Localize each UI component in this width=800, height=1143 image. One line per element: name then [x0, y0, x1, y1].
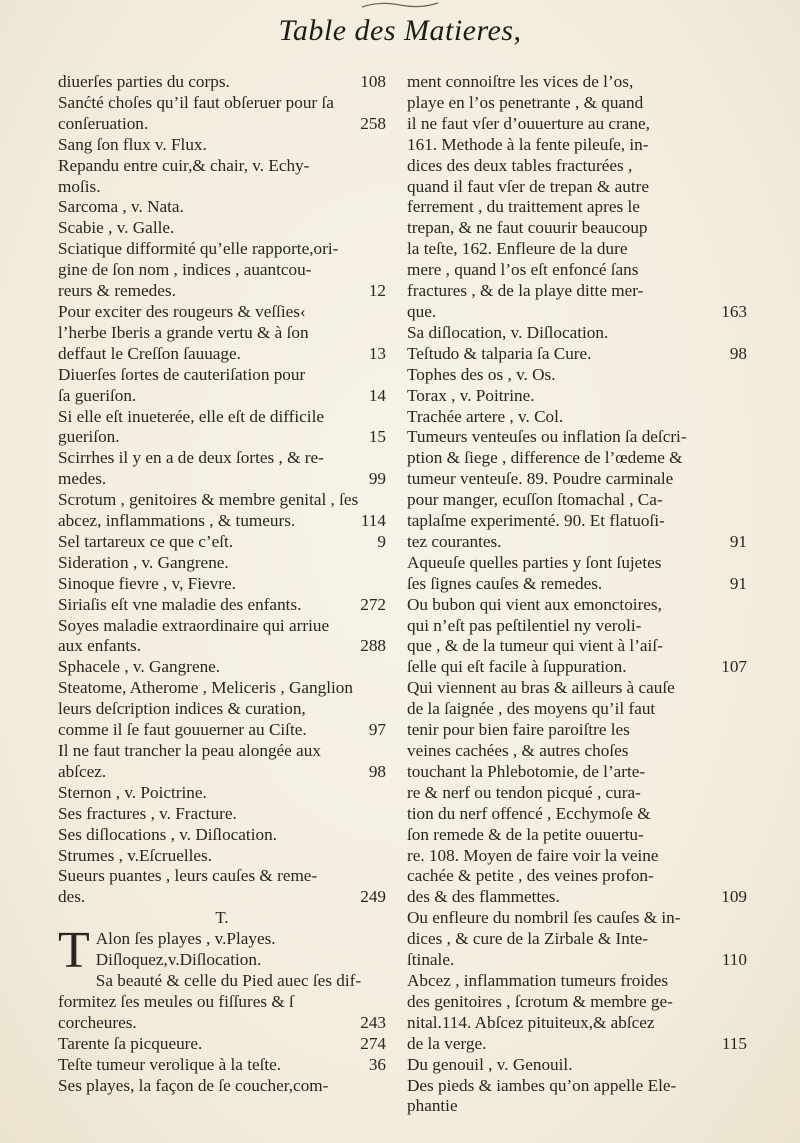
entry-text: Steatome, Atherome , Meliceris , Ganglion leurs deſcription indices & curation, comme il ſe faut gouuerner au Ciſte. — [58, 678, 353, 740]
index-entry — [58, 1076, 386, 1097]
entry-text: Sinoque fievre , v, Fievre. — [58, 573, 236, 593]
index-entry — [58, 1055, 386, 1076]
page-number: 13 — [368, 343, 386, 363]
page-number: 14 — [368, 385, 386, 405]
page-number: 97 — [368, 720, 386, 740]
index-entry — [407, 427, 747, 552]
index-entry — [407, 1076, 747, 1118]
index-entry — [407, 344, 747, 365]
page-number: 115 — [721, 1033, 747, 1053]
entry-text: ment connoiſtre les vices de l’os, playe en l’os penetrante , & quand il ne faut vſer d’ouuerture au crane, 161. Methode à la fente pileuſe, in- dices des deux tables fracturées , quand il faut vſer de trepan & autre ferrement , du traittement apres le trepan, & ne faut couurir beaucoup la teſte, 162. Enfleure de la dure mere , quand l’os eſt enfoncé ſans fractures , & de la playe ditte mer- que. — [407, 72, 650, 321]
index-entry — [407, 407, 747, 428]
drop-cap-letter: T — [58, 922, 90, 980]
entry-text: Alon ſes playes , v.Playes. Diſloquez,v.Diſlocation. — [95, 929, 276, 970]
entry-text: Sa diſlocation, v. Diſlocation. — [407, 322, 609, 342]
entry-text: Du genouil , v. Genouil. — [407, 1054, 573, 1074]
index-entry — [58, 532, 386, 553]
index-entry — [407, 365, 747, 386]
entry-text: Sternon , v. Poictrine. — [58, 782, 207, 802]
entry-text: Scabie , v. Galle. — [58, 218, 175, 238]
index-entry — [407, 908, 747, 971]
entry-text: Tumeurs venteuſes ou inflation ſa deſcri- ption & ſiege , difference de l’œdeme & tumeur venteuſe. 89. Poudre carminale pour manger, ecuſſon ſtomachal , Ca- taplaſme experimenté. 90. Et flatuoſi- tez courantes. — [407, 427, 687, 551]
entry-text: Scrotum , genitoires & membre genital , ſes abcez, inflammations , & tumeurs. — [58, 490, 359, 531]
index-entry — [58, 365, 386, 407]
index-entry — [407, 553, 747, 595]
index-entry — [58, 93, 386, 135]
entry-text: Qui viennent au bras & ailleurs à cauſe de la ſaignée , des moyens qu’il faut tenir pour bien faire paroiſtre les veines cachées , & autres choſes touchant la Phlebotomie, de l’arte- re & nerf ou tendon picqué , cura- tion du nerf offencé , Ecchymoſe & ſon remede & de la petite ouuertu- re. 108. Moyen de faire voir la veine cachée & petite , des veines profon- des & des flammettes. — [407, 678, 675, 907]
index-entry — [58, 783, 386, 804]
index-entry — [58, 218, 386, 239]
page-number: 163 — [721, 301, 747, 321]
index-entry — [58, 922, 386, 980]
entry-text: Ses playes, la façon de ſe coucher,com- — [58, 1075, 329, 1095]
entry-text: Tophes des os , v. Os. — [407, 364, 556, 384]
index-entry — [58, 804, 386, 825]
index-entry — [58, 866, 386, 908]
page-number: 91 — [729, 531, 747, 551]
index-entry — [58, 553, 386, 574]
index-entry — [407, 72, 747, 323]
page-number: 98 — [368, 761, 386, 781]
page-number: 249 — [360, 887, 386, 907]
entry-text: Trachée artere , v. Col. — [407, 406, 564, 426]
page-number: 15 — [368, 427, 386, 447]
page-number: 36 — [368, 1054, 386, 1074]
index-entry — [58, 302, 386, 365]
entry-text: Il ne faut trancher la peau alongée aux abſcez. — [58, 741, 321, 781]
index-entry — [58, 825, 386, 846]
entry-text: Teſtudo & talparia ſa Cure. — [407, 343, 592, 363]
index-entry — [58, 741, 386, 783]
entry-text: Sueurs puantes , leurs cauſes & reme- des. — [58, 866, 318, 907]
index-entry — [407, 323, 747, 344]
entry-text: Sang ſon flux v. Flux. — [58, 134, 207, 154]
index-entry — [58, 616, 386, 658]
page-number: 288 — [360, 636, 386, 656]
index-entry — [58, 574, 386, 595]
entry-text: Tarente ſa picqueure. — [58, 1033, 203, 1053]
entry-text: Repandu entre cuir,& chair, v. Echy- moſis. — [58, 155, 310, 196]
entry-text: Pour exciter des rougeurs & veſſies‹ l’herbe Iberis a grande vertu & à ſon deffaut le Creſſon ſauuage. — [58, 301, 309, 363]
entry-text: Ou bubon qui vient aux emonctoires, qui n’eſt pas peſtilentiel ny veroli- que , & de la tumeur qui vient à l’aiſ- ſelle qui eſt facile à ſuppuration. — [407, 594, 663, 677]
entry-text: Sanćté choſes qu’il faut obſeruer pour ſa conſeruation. — [58, 92, 334, 133]
entry-text: Aqueuſe quelles parties y ſont ſujetes ſes ſignes cauſes & remedes. — [407, 552, 662, 593]
entry-text: diuerſes parties du corps. — [58, 72, 230, 91]
page-number: 109 — [721, 887, 747, 907]
page-number: 272 — [360, 594, 386, 614]
entry-text: Sel tartareux ce que c’eſt. — [58, 531, 234, 551]
page-number: 110 — [721, 950, 747, 970]
index-entry — [58, 156, 386, 198]
index-entry — [58, 1034, 386, 1055]
index-entry — [58, 678, 386, 741]
entry-text: Ses diſlocations , v. Diſlocation. — [58, 824, 277, 844]
index-column-right — [407, 72, 747, 1117]
page-number: 98 — [729, 343, 747, 363]
entry-text: Abcez , inflammation tumeurs froides des genitoires , ſcrotum & membre ge- nital.114. Abſcez pituiteux,& abſcez de la verge. — [407, 970, 673, 1053]
entry-text: Sa beauté & celle du Pied auec ſes dif- formitez ſes meules ou fiſſures & ſ corcheures. — [58, 970, 362, 1032]
page-number: 243 — [360, 1012, 386, 1032]
index-entry — [58, 846, 386, 867]
entry-text: Sciatique difformité qu’elle rapporte,ori- gine de ſon nom , indices , auantcou- reurs & remedes. — [58, 239, 339, 301]
index-entry — [58, 239, 386, 302]
entry-text: Siriaſis eſt vne maladie des enfants. — [58, 594, 302, 614]
index-entry — [407, 595, 747, 679]
index-entry — [58, 595, 386, 616]
index-entry — [58, 448, 386, 490]
entry-text: Scirrhes il y en a de deux ſortes , & re- medes. — [58, 448, 324, 489]
page-number: 91 — [729, 573, 747, 593]
index-entry — [407, 386, 747, 407]
index-entry — [407, 678, 747, 908]
index-entry — [58, 657, 386, 678]
entry-text: Sarcoma , v. Nata. — [58, 197, 184, 217]
page-header: Table des Matieres, — [278, 14, 522, 47]
header-ornament — [360, 0, 440, 10]
entry-text: Sideration , v. Gangrene. — [58, 552, 229, 572]
index-entry — [407, 1055, 747, 1076]
entry-text: Si elle eſt inueterée, elle eſt de difficile gueriſon. — [58, 406, 324, 447]
index-entry — [58, 135, 386, 156]
index-entry — [58, 490, 386, 532]
entry-text: Teſte tumeur verolique à la teſte. — [58, 1054, 282, 1074]
entry-text: Ou enfleure du nombril ſes cauſes & in- dices , & cure de la Zirbale & Inte- ſtinale. — [407, 908, 681, 970]
index-entry — [58, 971, 386, 1034]
entry-text: Strumes , v.Eſcruelles. — [58, 845, 213, 865]
index-entry — [407, 971, 747, 1055]
page-number: 114 — [360, 511, 386, 531]
page-number: 108 — [360, 72, 386, 91]
entry-text: Diuerſes ſortes de cauteriſation pour ſa gueriſon. — [58, 364, 306, 405]
index-column-left — [58, 72, 386, 1096]
index-entry — [58, 407, 386, 449]
index-entry — [58, 197, 386, 218]
page-number: 12 — [368, 281, 386, 301]
page-number: 258 — [360, 113, 386, 133]
page-number: 274 — [360, 1033, 386, 1053]
entry-text: Torax , v. Poitrine. — [407, 385, 535, 405]
index-entry — [58, 72, 386, 93]
page-number: 107 — [721, 657, 747, 677]
page-number: 9 — [377, 531, 386, 551]
entry-text: Des pieds & iambes qu’on appelle Ele- phantie — [407, 1075, 677, 1116]
letter-heading: T. — [215, 908, 229, 928]
entry-text: Sphacele , v. Gangrene. — [58, 657, 221, 677]
entry-text: Ses fractures , v. Fracture. — [58, 803, 237, 823]
page-number: 99 — [368, 469, 386, 489]
entry-text: Soyes maladie extraordinaire qui arriue aux enfants. — [58, 615, 330, 656]
